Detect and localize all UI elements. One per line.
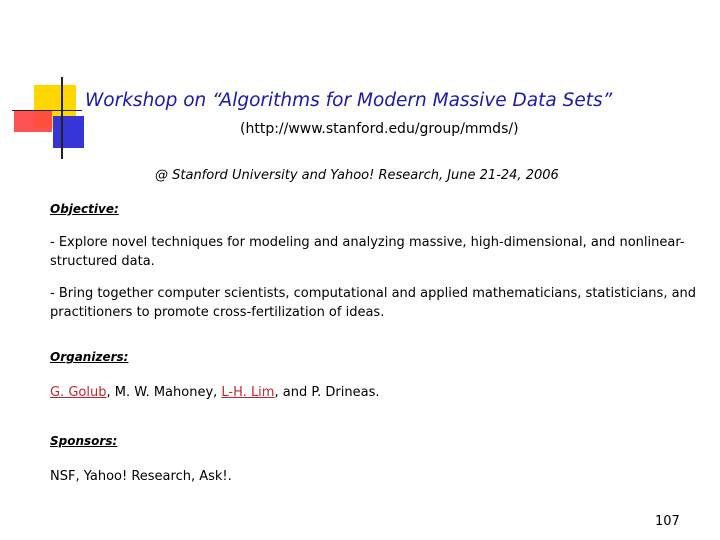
organizer-end: . [375, 385, 380, 400]
objective-point-1: - Explore novel techniques for modeling and analyzing massive, high-dimensional, and nonlinear-structured data. [50, 235, 685, 269]
sponsors-heading: Sponsors: [50, 434, 118, 448]
organizer-drineas: P. Drineas [311, 385, 376, 400]
organizer-mahoney: M. W. Mahoney [114, 385, 214, 400]
decor-horizontal-line [12, 110, 82, 111]
organizer-lim-link[interactable]: L-H. Lim [221, 385, 275, 400]
organizer-separator: , [106, 385, 115, 400]
decor-vertical-line [61, 77, 63, 159]
organizers-list [50, 385, 380, 400]
organizer-golub-link[interactable]: G. Golub [50, 385, 107, 400]
page-number: 107 [655, 514, 680, 529]
workshop-url[interactable]: (http://www.stanford.edu/group/mmds/) [240, 121, 519, 137]
decor-blue-square [53, 116, 84, 148]
venue-line: @ Stanford University and Yahoo! Research, June 21-24, 2006 [155, 168, 559, 183]
sponsors-list: NSF, Yahoo! Research, Ask!. [50, 469, 232, 484]
organizer-separator: , [213, 385, 222, 400]
organizers-heading: Organizers: [50, 350, 129, 364]
decor-red-rectangle [14, 111, 52, 132]
objective-heading: Objective: [50, 202, 119, 216]
slide-title: Workshop on “Algorithms for Modern Massive Data Sets” [85, 90, 613, 111]
organizer-separator: , and [274, 385, 312, 400]
objective-point-2: - Bring together computer scientists, computational and applied mathematicians, statisticians, and practitioners to promote cross-fertilization of ideas. [50, 286, 697, 320]
